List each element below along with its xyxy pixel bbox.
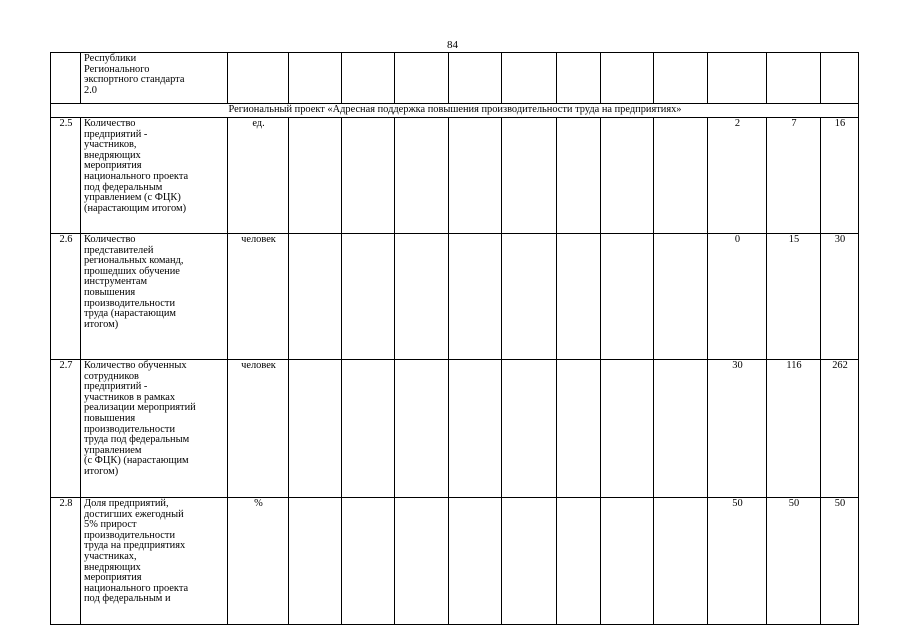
page-number: 84 [447,39,458,51]
cell-value: 16 [821,118,859,234]
cell-value: 50 [708,498,767,625]
cell-value: 30 [821,234,859,360]
cell-indicator-name: Количество предприятий - участников, внедряющих мероприятия национального проекта под федеральным управлением (с ФЦК) (нарастающим итогом) [81,118,228,234]
cell-unit: % [228,498,289,625]
table-row [51,118,859,234]
cell-value: 50 [767,498,821,625]
cell-unit: человек [228,234,289,360]
table-row [51,498,859,625]
cell-num [51,53,81,104]
project-header: Региональный проект «Адресная поддержка повышения производительности труда на предприятиях» [51,104,859,118]
cell-value: 50 [821,498,859,625]
cell-value: 15 [767,234,821,360]
project-header-row [51,104,859,118]
cell-num: 2.7 [51,360,81,498]
cell-indicator-name: Республики Регионального экспортного стандарта 2.0 [81,53,228,104]
cell-value: 2 [708,118,767,234]
table-row [51,360,859,498]
table-row [51,234,859,360]
cell-value: 0 [708,234,767,360]
cell-indicator-name: Количество обученных сотрудников предприятий - участников в рамках реализации мероприятий повышения производительности труда под федеральным управлением (с ФЦК) (нарастающим итогом) [81,360,228,498]
cell-unit: ед. [228,118,289,234]
cell-value: 262 [821,360,859,498]
cell-unit: человек [228,360,289,498]
cell-num: 2.5 [51,118,81,234]
cell-value: 7 [767,118,821,234]
cell-num: 2.8 [51,498,81,625]
cell-indicator-name: Количество представителей региональных команд, прошедших обучение инструментам повышения производительности труда (нарастающим итогом) [81,234,228,360]
cell-num: 2.6 [51,234,81,360]
cell-indicator-name: Доля предприятий, достигших ежегодный 5% прирост производительности труда на предприятиях участниках, внедряющих мероприятия национального проекта под федеральным и [81,498,228,625]
cell-value: 116 [767,360,821,498]
cell-value: 30 [708,360,767,498]
table-row [51,53,859,104]
indicators-table [50,52,859,625]
